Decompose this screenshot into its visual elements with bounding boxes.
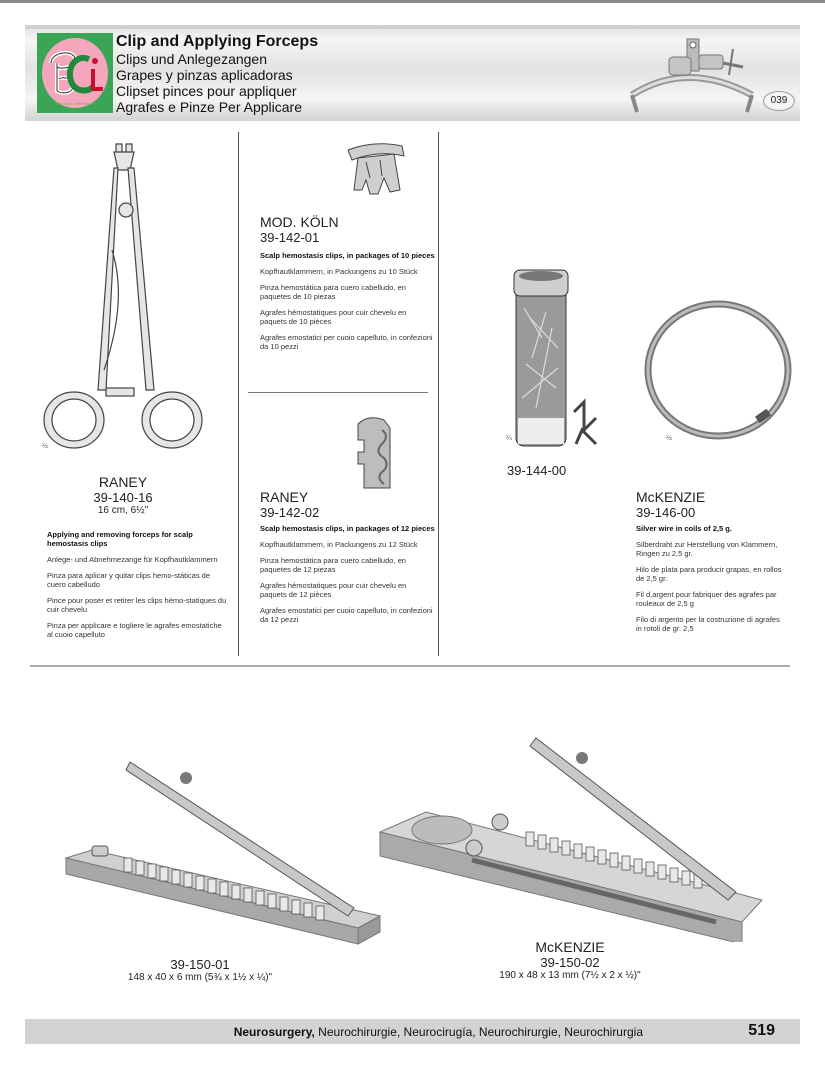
section-divider <box>30 665 790 667</box>
description-de: Anlege- und Abnehmezange für Kopfhautklammern <box>47 555 218 564</box>
mckenzie-wire-descriptions <box>636 524 786 640</box>
description-es: Pinza hemostática para cuero cabelludo, en paquetes de 10 piezas <box>260 283 406 301</box>
clip-rack-mckenzie-image <box>376 732 766 942</box>
footer-category <box>25 1025 643 1039</box>
description-fr: Pince pour poser et retirer les clips hémo-statiques du cuir chevelu <box>47 596 227 614</box>
product-name: MOD. KÖLN <box>260 214 339 230</box>
product-name: RANEY <box>98 474 148 490</box>
product-size: 190 x 48 x 13 mm (7½ x 2 x ½)" <box>499 970 641 981</box>
koeln-descriptions <box>260 251 435 358</box>
description-de: Silberdraht zur Herstellung von Klammern, Ringen zu 2,5 gr. <box>636 540 778 558</box>
description-en: Scalp hemostasis clips, in packages of 10 pieces <box>260 251 435 260</box>
description-fr: Agrafes hémostatiques pour cuir chevelu en paquets de 10 pièces <box>260 308 407 326</box>
description-fr: Agrafes hémostatiques pour cuir chevelu en paquets de 12 pièces <box>260 581 407 599</box>
description-it: Agrafes emostatici per cuoio capelluto, in confezioni da 12 pezzi <box>260 606 433 624</box>
title-german: Clips und Anlegezangen <box>116 51 268 67</box>
raney-clips-descriptions <box>260 524 435 631</box>
description-it: Pinza per applicare e togliere le agrafes emostatiche al cuoio capelluto <box>47 621 222 639</box>
clip-rack-small-image <box>62 758 386 946</box>
clip-rack-mckenzie-info <box>470 939 670 981</box>
description-fr: Fil d,argent pour fabriquer des agrafes par rouleaux de 2,5 g <box>636 590 777 608</box>
clip-vial-scale: ¼ <box>506 435 512 442</box>
title-spanish: Grapes y pinzas aplicadoras <box>116 67 293 83</box>
catalog-header <box>25 25 800 121</box>
product-name: RANEY <box>260 489 309 505</box>
raney-forceps-scale: ½ <box>42 443 48 450</box>
koeln-clip-image <box>344 140 410 198</box>
footer-category-rest: Neurochirurgie, Neurocirugía, Neurochirurgie, Neurochirurgia <box>314 1025 643 1039</box>
title-italian: Agrafes e Pinze Per Applicare <box>116 99 302 115</box>
title-english: Clip and Applying Forceps <box>116 33 319 50</box>
clip-rack-small-info <box>100 957 300 983</box>
clip-vial-info <box>507 463 627 478</box>
description-de: Kopfhautklammern, in Packungens zu 12 Stück <box>260 540 418 549</box>
product-code: 39-142-01 <box>260 230 320 245</box>
mckenzie-wire-info <box>636 489 796 520</box>
raney-clip-image <box>354 414 396 490</box>
product-name: McKENZIE <box>535 939 605 955</box>
description-it: Filo di argento per la costruzione di agrafes in rotoli de gr. 2,5 <box>636 615 780 633</box>
description-es: Pinza hemostática para cuero cabelludo, en paquetes de 12 piezas <box>260 556 406 574</box>
column-divider-left <box>238 132 239 656</box>
raney-forceps-info <box>48 474 198 516</box>
page-footer <box>25 1019 800 1044</box>
product-code: 39-144-00 <box>507 463 567 478</box>
raney-clips-info <box>260 489 430 520</box>
description-en: Scalp hemostasis clips, in packages of 12 pieces <box>260 524 435 533</box>
description-it: Agrafes emostatici per cuoio capelluto, in confezioni da 10 pezzi <box>260 333 433 351</box>
product-code: 39-150-02 <box>540 955 600 970</box>
silver-wire-coil-image <box>644 300 794 440</box>
product-size: 16 cm, 6½" <box>97 505 149 516</box>
footer-category-bold: Neurosurgery, <box>233 1025 315 1039</box>
product-size: 148 x 40 x 6 mm (5¾ x 1½ x ¼)" <box>127 972 273 983</box>
column-divider-right <box>438 132 439 656</box>
product-code: 39-150-01 <box>170 957 230 972</box>
description-de: Kopfhautklammern, in Packungens zu 10 Stück <box>260 267 418 276</box>
description-en: Applying and removing forceps for scalp hemostasis clips <box>47 530 193 548</box>
clip-vial-image <box>512 268 602 452</box>
description-es: Pinza para aplicar y quitar clips hemo-státicas de cuero cabelludo <box>47 571 210 589</box>
silver-wire-scale: ½ <box>666 435 672 442</box>
header-titles <box>116 33 318 115</box>
company-logo <box>37 33 113 113</box>
product-code: 39-142-02 <box>260 505 320 520</box>
product-code: 39-140-16 <box>93 490 153 505</box>
title-french: Clipset pinces pour appliquer <box>116 83 297 99</box>
description-en: Silver wire in coils of 2,5 g. <box>636 524 732 533</box>
description-es: Hilo de plata para producir grapas, en rollos de 2,5 gr. <box>636 565 782 583</box>
logo-caption: Best Care International <box>54 101 96 106</box>
top-rule <box>0 0 825 3</box>
page-number: 519 <box>748 1022 775 1039</box>
section-badge: 039 <box>763 91 795 111</box>
mid-column-divider <box>248 392 428 393</box>
raney-forceps-image <box>38 140 208 450</box>
product-name: McKENZIE <box>636 489 706 505</box>
koeln-info <box>260 214 430 245</box>
product-code: 39-146-00 <box>636 505 696 520</box>
raney-forceps-descriptions <box>47 530 227 646</box>
header-retractor-image <box>617 35 767 115</box>
